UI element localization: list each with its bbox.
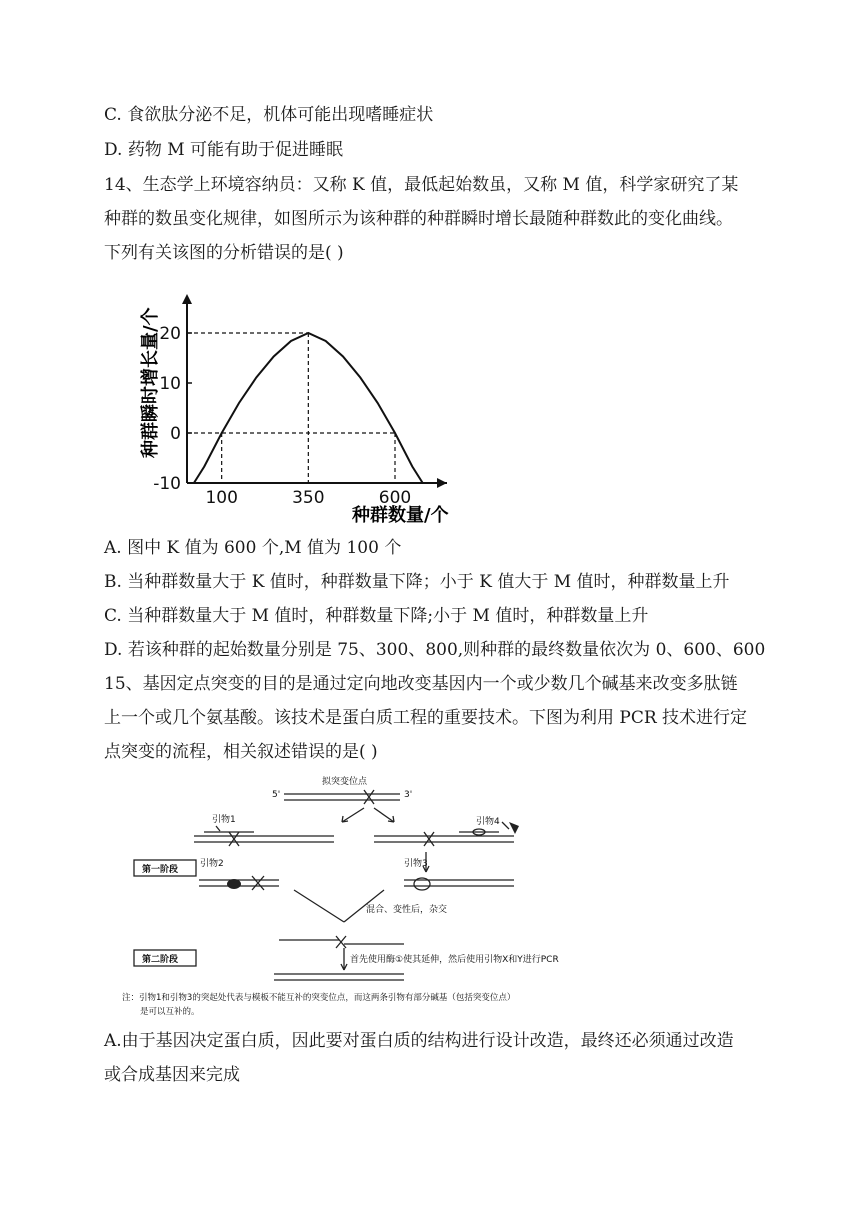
primer3-label: 引物3 bbox=[404, 859, 428, 869]
y-tick-label: 0 bbox=[170, 424, 181, 444]
stage2-label: 第二阶段 bbox=[142, 955, 179, 965]
mix-step-label: 混合、变性后，杂交 bbox=[366, 905, 448, 915]
note-line1: 注：引物1和引物3的突起处代表与模板不能互补的突变位点，而这两条引物有部分碱基（包括突变位点） bbox=[122, 993, 516, 1003]
primer1-label: 引物1 bbox=[212, 815, 236, 825]
y-tick-label: 20 bbox=[159, 324, 181, 344]
pcr-mutagenesis-diagram bbox=[104, 772, 634, 1022]
end-3-top: 3' bbox=[404, 790, 413, 800]
extend-step-label: 首先使用酶①使其延伸，然后使用引物X和Y进行PCR bbox=[350, 955, 559, 965]
note-line2: 是可以互补的。 bbox=[140, 1007, 200, 1017]
q13-option-c: C. 食欲肽分泌不足，机体可能出现嗜睡症状 bbox=[104, 105, 434, 125]
q15-option-a-line1: A.由于基因决定蛋白质，因此要对蛋白质的结构进行设计改造，最终还必须通过改造 bbox=[104, 1031, 734, 1051]
q14-option-c: C. 当种群数量大于 M 值时，种群数量下降;小于 M 值时，种群数量上升 bbox=[104, 606, 649, 626]
primer4-label: 引物4 bbox=[476, 817, 500, 827]
x-tick-label: 350 bbox=[292, 488, 325, 508]
q13-option-d: D. 药物 M 可能有助于促进睡眠 bbox=[104, 140, 344, 160]
mutation-site-label: 拟突变位点 bbox=[322, 777, 368, 787]
q15-stem-line1: 15、基因定点突变的目的是通过定向地改变基因内一个或少数几个碱基来改变多肽链 bbox=[104, 674, 738, 694]
x-tick-label: 600 bbox=[378, 488, 412, 508]
x-axis-label: 种群数量/个 bbox=[352, 505, 449, 526]
y-axis-label: 种群瞬时增长量/个 bbox=[140, 307, 161, 458]
q14-stem-line1: 14、生态学上环境容纳员：又称 K 值，最低起始数虽，又称 M 值，科学家研究了某 bbox=[104, 175, 739, 195]
q14-stem-line2: 种群的数虽变化规律，如图所示为该种群的种群瞬时增长最随种群数此的变化曲线。 bbox=[104, 209, 733, 229]
end-5-top: 5' bbox=[272, 790, 281, 800]
y-tick-label: -10 bbox=[153, 474, 181, 494]
q15-option-a-line2: 或合成基因来完成 bbox=[104, 1065, 240, 1085]
q15-stem-line2: 上一个或几个氨基酸。该技术是蛋白质工程的重要技术。下图为利用 PCR 技术进行定 bbox=[104, 708, 748, 728]
primer2-label: 引物2 bbox=[200, 859, 224, 869]
x-tick-label: 100 bbox=[205, 488, 238, 508]
q14-stem-line3: 下列有关该图的分析错误的是( ) bbox=[104, 243, 344, 263]
stage1-label: 第一阶段 bbox=[142, 865, 179, 875]
q14-option-b: B. 当种群数量大于 K 值时，种群数量下降；小于 K 值大于 M 值时，种群数量上升 bbox=[104, 572, 730, 592]
y-tick-label: 10 bbox=[159, 374, 181, 394]
x-axis-arrow bbox=[437, 478, 447, 488]
q14-option-d: D. 若该种群的起始数量分别是 75、300、800,则种群的最终数量依次为 0、600、600 bbox=[104, 640, 766, 660]
q14-option-a: A. 图中 K 值为 600 个,M 值为 100 个 bbox=[104, 538, 402, 558]
y-axis-arrow bbox=[182, 294, 192, 304]
q15-stem-line3: 点突变的流程，相关叙述错误的是( ) bbox=[104, 742, 378, 762]
population-growth-chart bbox=[132, 288, 472, 528]
